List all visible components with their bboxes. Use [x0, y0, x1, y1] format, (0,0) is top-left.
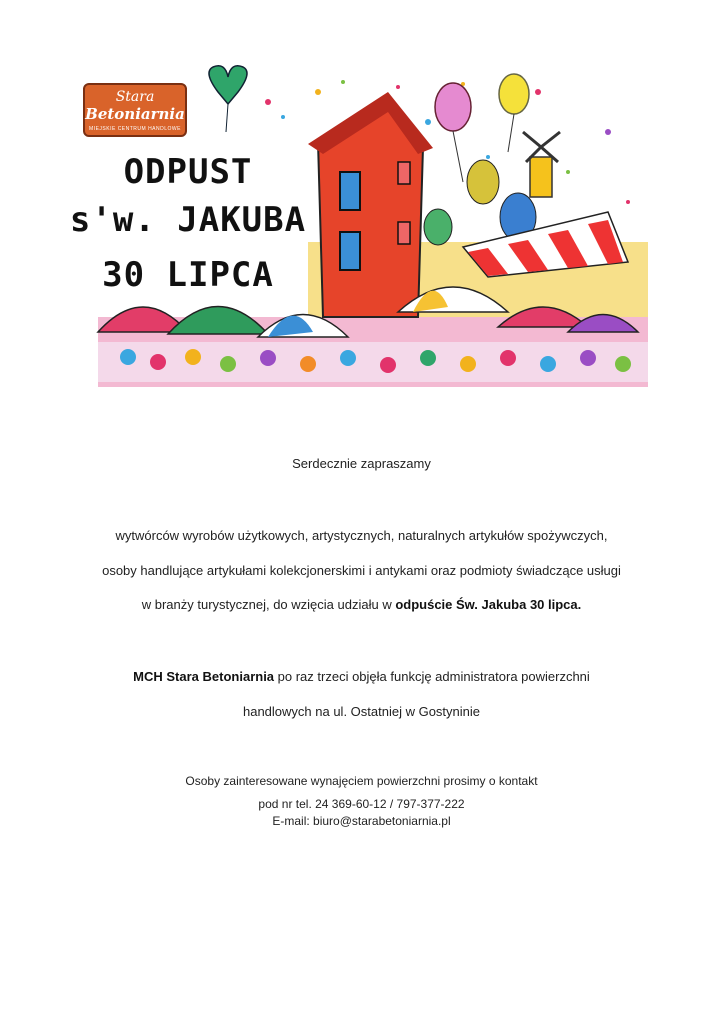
admin-line-2: handlowych na ul. Ostatniej w Gostyninie	[242, 704, 480, 719]
trees	[424, 160, 536, 245]
admin-line-1	[0, 669, 723, 684]
title-line-2: s'w. JAKUBA	[69, 200, 307, 240]
invite-line-3-text: w branży turystycznej, do wzięcia udziału w	[141, 597, 396, 612]
contact-phone: pod nr tel. 24 369-60-12 / 797-377-222	[258, 797, 465, 811]
event-name: odpuście Św. Jakuba 30 lipca.	[395, 597, 582, 612]
invite-line-3	[0, 597, 723, 612]
logo-bottom-text: Betoniarnia	[85, 105, 185, 123]
logo-top-text: Stara	[115, 89, 155, 105]
admin-line-1-text: po raz trzeci objęła funkcję administratora powierzchni	[274, 669, 590, 684]
logo-subtitle: MIEJSKIE CENTRUM HANDLOWE	[89, 126, 181, 132]
balloon-pink	[435, 83, 471, 182]
contact-line-1: Osoby zainteresowane wynajęciem powierzchni prosimy o kontakt	[185, 774, 538, 788]
invite-line-2: osoby handlujące artykułami kolekcjonerskimi i antykami oraz podmioty świadczące usługi	[102, 563, 621, 578]
balloon-yellow	[499, 74, 529, 152]
mch-name: MCH Stara Betoniarnia	[133, 669, 275, 684]
invite-line-1: wytwórców wyrobów użytkowych, artystycznych, naturalnych artykułów spożywczych,	[115, 528, 608, 543]
title-line-1: ODPUST	[123, 152, 253, 192]
crowd	[98, 342, 648, 382]
red-townhall	[308, 92, 433, 317]
greeting: Serdecznie zapraszamy	[292, 456, 431, 471]
balloon-green-heart	[209, 66, 247, 132]
title-line-3: 30 LIPCA	[102, 255, 274, 295]
stara-betoniarnia-logo	[83, 83, 187, 137]
contact-email: E-mail: biuro@starabetoniarnia.pl	[272, 814, 451, 828]
windmill	[523, 132, 560, 197]
